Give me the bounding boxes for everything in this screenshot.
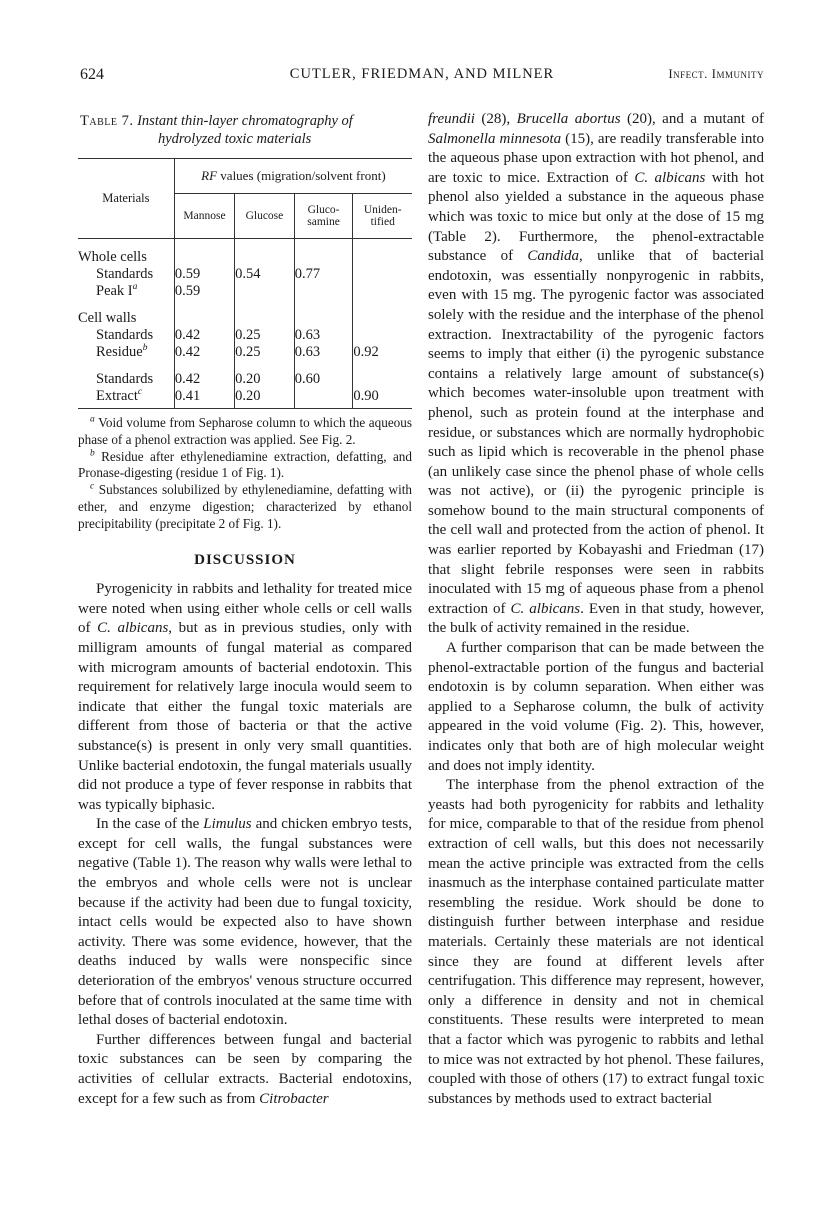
cell-glucosamine [294, 388, 353, 409]
cell-mannose: 0.42 [174, 371, 234, 388]
cell-unidentified: 0.90 [353, 388, 412, 409]
row-label: Residue$^b$ [96, 343, 148, 360]
row-label: Standards [96, 266, 154, 282]
cell-glucosamine [294, 283, 353, 300]
running-header [80, 66, 764, 90]
cell-unidentified: 0.92 [353, 344, 412, 361]
header-unidentified: Uniden- tified [353, 194, 412, 239]
right-paragraph-2: A further comparison that can be made between the phenol-extractable portion of the fungus and bacterial endotoxin is by column separation. When either was applied to a Sepharose column, the bulk of activity appeared in the void volume (Fig. 2). This, however, indicates only that both are of high molecular weight and does not imply identity. [428, 640, 764, 774]
table-label: Table 7. [80, 113, 134, 129]
cell-glucose: 0.25 [235, 344, 295, 361]
cell-glucosamine: 0.63 [294, 327, 353, 344]
discussion-paragraph-3: Further differences between fungal and bacterial toxic substances can be seen by comparing the activities of cellular extracts. Bacterial endotoxins, except for a few such as from Citrobacter [78, 1031, 412, 1107]
chromatography-table [78, 158, 412, 409]
cell-unidentified [353, 327, 412, 344]
footnote-c: $^c$ Substances solubilized by ethylenediamine, defatting with ether, and enzyme digestion; characterized by ethanol precipitability (precipitate 2 of Fig. 1). [78, 481, 413, 531]
cell-glucose [235, 283, 295, 300]
table-row [78, 266, 412, 283]
header-glucose: Glucose [235, 194, 295, 239]
rf-description: values (migration/solvent front) [220, 168, 386, 184]
cell-glucosamine: 0.63 [294, 344, 353, 361]
running-authors: CUTLER, FRIEDMAN, AND MILNER [289, 66, 555, 82]
table-caption [78, 112, 412, 148]
table-row [78, 344, 412, 361]
row-label: Extract$^c$ [78, 388, 174, 409]
cell-unidentified [353, 371, 412, 388]
header-materials: Materials [78, 159, 174, 239]
right-paragraph-1: freundii (28), Brucella abortus (20), and a mutant of Salmonella minnesota (15), are readily transferable into the aqueous phase upon extraction with hot phenol, and are toxic to mice. Extraction of C. albicans with hot phenol also yielded a substance in the aqueous phase which was toxic to mice but only at the dose of 15 mg (Table 2). Furthermore, the phenol-extractable substance of Candida, unlike that of bacterial endotoxin, was essentially nonpyrogenic in rabbits, even with 15 mg. The pyrogenic factor was associated solely with the residue and the interphase of the phenol extraction. Inextractability of the pyrogenic factors seems to imply that either (i) the pyrogenic substance contains a relatively large amount of substance(s) which becomes water-insoluble upon treatment with phenol, such as protein found at the interphase and residue, or substances which are normally hydrophobic such as lipid which is recoverable in the phenol phase (an unlikely case since the phenol phase of whole cells was not active), or (ii) the pyrogenic principle is somehow bound to the main structural components of the cell wall and protected from the action of phenol. It was earlier reported by Kobayashi and Friedman (17) that slight febrile responses were seen in rabbits inoculated with 15 mg of aqueous phase from a phenol extraction of C. albicans. Even in that study, however, the bulk of activity remained in the residue. [428, 111, 765, 637]
cell-mannose: 0.42 [174, 327, 234, 344]
table-row [78, 249, 412, 266]
row-label: Standards [96, 327, 154, 343]
discussion-paragraph-1: Pyrogenicity in rabbits and lethality for treated mice were noted when using either whole cells or cell walls of C. albicans, but as in previous studies, only with milligram amounts of fungal material as compared with microgram amounts of bacterial endotoxin. This requirement for relatively large inocula would seem to indicate that either the fungal toxic materials are different from those of bacteria or that the active substance(s) is present in only very small quantities. Unlike bacterial endotoxin, the fungal materials usually did not produce a type of fever response in rabbits that was typically biphasic. [78, 581, 412, 813]
cell-unidentified [353, 266, 412, 283]
page-number: 624 [80, 66, 104, 83]
table-footnotes [78, 415, 412, 533]
footnote-a: $^a$ Void volume from Sepharose column to which the aqueous phase of a phenol extraction was applied. See Fig. 2. [78, 414, 412, 447]
cell-glucose: 0.54 [235, 266, 295, 283]
cell-mannose: 0.41 [174, 388, 234, 409]
section-heading-discussion: DISCUSSION [194, 551, 296, 568]
table-row [78, 388, 412, 409]
footnote-b: $^b$ Residue after ethylenediamine extraction, defatting, and Pronase-digesting (residue 1 of Fig. 1). [78, 448, 412, 481]
rf-symbol: RF [201, 168, 218, 184]
right-column [428, 110, 764, 1109]
header-rf-values [174, 159, 412, 194]
discussion-paragraph-2: In the case of the Limulus and chicken embryo tests, except for cell walls, the fungal substances were negative (Table 1). The reason why walls were lethal to the embryos and whole cells were not is unclear because if the activity had been due to fungal toxicity, intact cells would be expected also to have shown activity. There was some evidence, however, that the deaths induced by walls were nonspecific since deterioration of the embryos' venous structure occurred before that of controls inoculated at the same time with lethal doses of bacterial endotoxin. [78, 816, 413, 1029]
table-row [78, 283, 412, 300]
cell-glucose: 0.20 [235, 371, 295, 388]
header-mannose: Mannose [174, 194, 234, 239]
left-column [78, 104, 412, 1109]
cell-mannose: 0.59 [174, 283, 234, 300]
table-row [78, 327, 412, 344]
right-paragraph-3: The interphase from the phenol extraction of the yeasts had both pyrogenicity for rabbits and lethality for mice, comparable to that of the residue from phenol extraction of cell walls, but this does not necessarily mean the active principle was extracted from the cells inasmuch as the interphase contained particulate matter resembling the residue. Work should be done to distinguish further between interphase and residue materials. Certainly these materials are not identical since they are found at different levels after centrifugation. This difference may represent, however, only a difference in density and not in chemical constituents. These results were interpreted to mean that a factor which was pyrogenic to rabbits and lethal to mice was not extracted by hot phenol. These failures, coupled with those of others (17) to extract fungal toxic substances by methods used to extract bacterial [428, 777, 764, 1107]
cell-mannose: 0.42 [174, 344, 234, 361]
table-title-line1: Instant thin-layer chromatography of [137, 113, 353, 129]
row-label: Peak $I^a$ [96, 282, 138, 299]
header-glucosamine: Gluco- samine [294, 194, 353, 239]
cell-glucosamine: 0.60 [294, 371, 353, 388]
table-title-line2: hydrolyzed toxic materials [158, 131, 312, 147]
group-label: Cell walls [78, 310, 137, 326]
journal-name: Infect. Immunity [668, 66, 764, 81]
table-row [78, 371, 412, 388]
cell-mannose: 0.59 [174, 266, 234, 283]
row-label: Standards [96, 371, 154, 387]
table-row [78, 310, 412, 327]
cell-glucosamine: 0.77 [294, 266, 353, 283]
cell-glucose: 0.20 [235, 388, 295, 409]
group-label: Whole cells [78, 249, 147, 265]
cell-unidentified [353, 283, 412, 300]
cell-glucose: 0.25 [235, 327, 295, 344]
